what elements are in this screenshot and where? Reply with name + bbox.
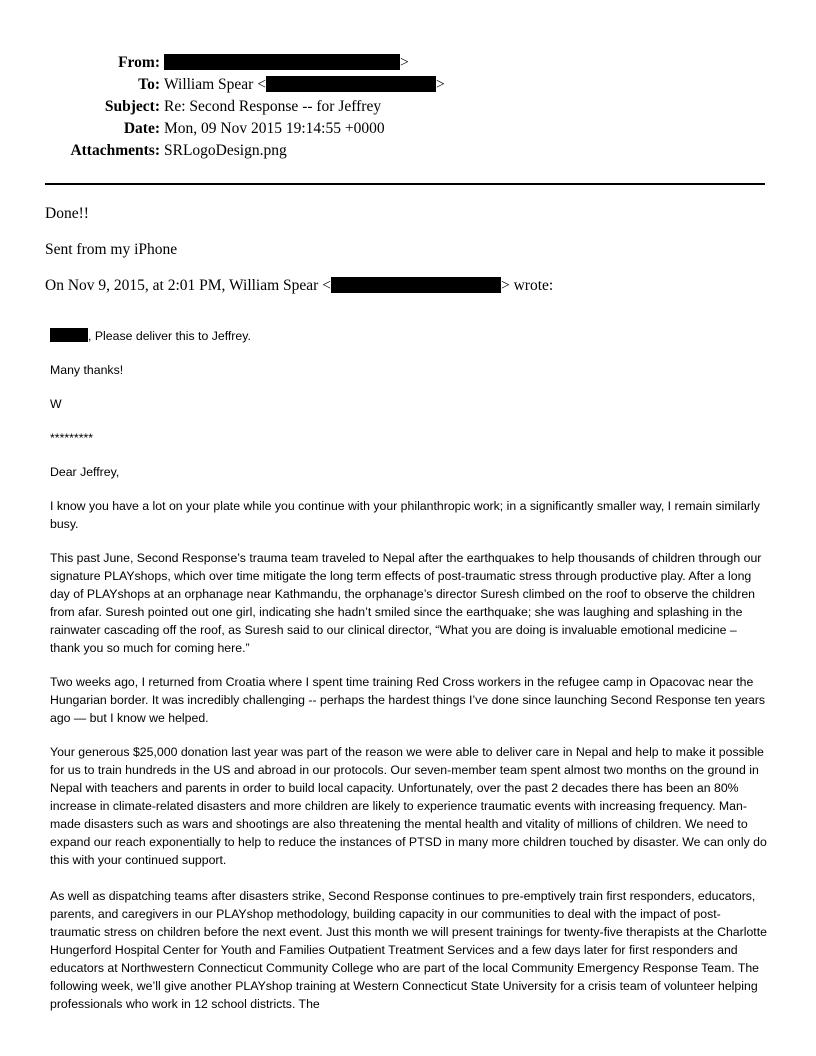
date-value: Mon, 09 Nov 2015 19:14:55 +0000 (164, 120, 385, 137)
header-to-row (0, 74, 816, 96)
forward-thanks: Many thanks! (50, 363, 124, 377)
letter-paragraph-4: Your generous $25,000 donation last year was part of the reason we were able to deliver care in Nepal and help to make it possible for us to train hundreds in the US and abroad in our protocols. Our seven-member team spent almost two months on the ground in Nepal with teachers and parents in order to build local capacity. Unfortunately, over the past 2 decades there has been an 80% increase in climate-related disasters and more children are likely to experience traumatic events with increasing frequency. Man-made disasters such as wars and shootings are also threatening the mental health and vitality of millions of children. We need to expand our reach exponentially to help to reduce the instances of PTSD in many more children touched by disaster. We can only do this with your continued support. (50, 745, 767, 867)
letter-paragraph-3: Two weeks ago, I returned from Croatia where I spent time training Red Cross workers in the refugee camp in Opacovac near the Hungarian border. It was incredibly challenging -- perhaps the hardest things I’ve done since launching Second Response ten years ago — but I know we helped. (50, 675, 766, 725)
letter-paragraph-1: I know you have a lot on your plate while you continue with your philanthropic work; in a significantly smaller way, I remain similarly busy. (50, 499, 760, 531)
header-from-row (0, 52, 816, 74)
attachments-value: SRLogoDesign.png (164, 142, 287, 159)
header-attachments-row (0, 140, 816, 162)
quote-suffix: > wrote: (500, 277, 554, 294)
to-name: William Spear < (164, 76, 266, 93)
letter-paragraph-5: As well as dispatching teams after disasters strike, Second Response continues to pre-emptively train first responders, educators, parents, and caregivers in our PLAYshop methodology, building capacity in our communities to deal with the impact of post-traumatic stress on children before the next event. Just this month we will present trainings for twenty-five therapists at the Charlotte Hungerford Hospital Center for Youth and Families Outpatient Treatment Services and a few days later for first responders and educators at Northwestern Connecticut Community College who are part of the local Community Emergency Response Team. The following week, we’ll give another PLAYshop training at Western Connecticut State University for a crisis team of volunteer helping professionals who work in 12 school districts. The (50, 889, 767, 1011)
redaction-block (50, 328, 88, 342)
to-label: To: (138, 76, 160, 93)
forward-separator: ********* (50, 431, 94, 445)
to-value (164, 74, 445, 96)
redaction-block (266, 76, 436, 92)
attachments-label: Attachments: (70, 142, 160, 159)
reply-signature: Sent from my iPhone (45, 241, 178, 258)
subject-value: Re: Second Response -- for Jeffrey (164, 98, 382, 115)
redaction-block (164, 54, 400, 70)
forward-deliver-line (50, 327, 770, 345)
quote-prefix: On Nov 9, 2015, at 2:01 PM, William Spear < (45, 277, 331, 294)
to-tail: > (435, 76, 445, 93)
letter-paragraph-2: This past June, Second Response’s trauma team traveled to Nepal after the earthquakes to help thousands of children through our signature PLAYshops, which over time mitigate the long term effects of post-traumatic stress through productive play. After a long day of PLAYshops at an orphanage near Kathmandu, the orphanage’s director Suresh climbed on the roof to observe the children from afar. Suresh pointed out one girl, indicating she hadn’t smiled since the earthquake; she was laughing and splashing in the rainwater cascading off the roof, as Suresh said to our clinical director, “What you are doing is invaluable emotional medicine – thank you so much for coming here.” (50, 551, 762, 655)
from-value (164, 52, 409, 74)
letter-salutation: Dear Jeffrey, (50, 465, 120, 479)
deliver-text: , Please deliver this to Jeffrey. (88, 329, 251, 343)
quote-attribution (45, 276, 553, 296)
from-label: From: (118, 54, 160, 71)
subject-label: Subject: (104, 98, 160, 115)
from-tail: > (400, 54, 409, 71)
header-subject-row (0, 96, 816, 118)
header-date-row (0, 118, 816, 140)
date-label: Date: (123, 120, 160, 137)
redaction-block (331, 277, 501, 293)
reply-text: Done!! (45, 205, 89, 222)
forward-initial: W (50, 397, 62, 411)
header-divider (45, 183, 765, 185)
